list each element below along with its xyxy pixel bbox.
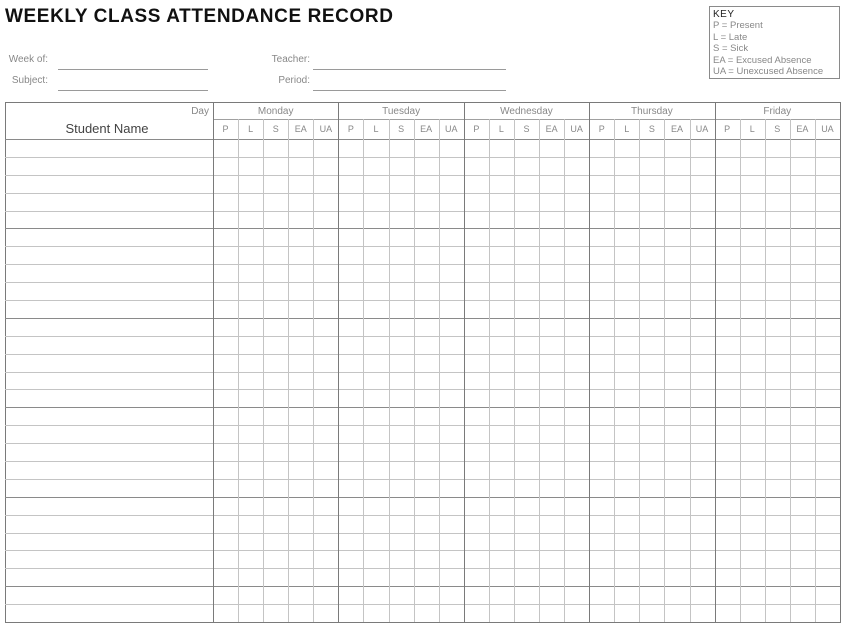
period-label: Period:: [278, 75, 310, 86]
student-name-header: Student Name: [65, 121, 149, 136]
code-header-s: S: [648, 124, 655, 134]
attendance-key: [709, 6, 840, 79]
key-item-unexcused-absence: UA = Unexcused Absence: [713, 66, 824, 78]
code-header-ua: UA: [695, 124, 709, 134]
code-header-l: L: [624, 124, 630, 134]
teacher-label: Teacher:: [271, 54, 310, 65]
code-header-ea: EA: [670, 124, 683, 134]
key-item-late: L = Late: [713, 31, 748, 43]
code-header-s: S: [774, 124, 781, 134]
code-header-ua: UA: [445, 124, 458, 134]
code-header-p: P: [598, 124, 605, 134]
code-header-ea: EA: [420, 124, 433, 134]
code-header-ea: EA: [294, 124, 307, 134]
code-header-ua: UA: [319, 124, 333, 134]
day-header-monday: Monday: [257, 106, 294, 117]
code-header-l: L: [248, 124, 254, 134]
week-of-field[interactable]: [58, 69, 208, 70]
day-header-tuesday: Tuesday: [382, 106, 421, 117]
code-header-l: L: [749, 124, 755, 134]
period-field[interactable]: [313, 90, 506, 91]
key-item-present: P = Present: [713, 20, 763, 32]
code-header-s: S: [272, 124, 279, 134]
code-header-ua: UA: [570, 124, 583, 134]
code-header-ea: EA: [545, 124, 558, 134]
subject-field[interactable]: [58, 90, 208, 91]
attendance-grid: [5, 102, 841, 623]
code-header-l: L: [498, 124, 504, 134]
day-header-thursday: Thursday: [631, 106, 673, 117]
teacher-field[interactable]: [313, 69, 506, 70]
code-header-s: S: [398, 124, 405, 134]
code-header-p: P: [724, 124, 731, 134]
page-title: WEEKLY CLASS ATTENDANCE RECORD: [5, 6, 394, 27]
code-header-p: P: [347, 124, 354, 134]
key-item-excused-absence: EA = Excused Absence: [713, 54, 812, 66]
day-header-wednesday: Wednesday: [500, 106, 553, 117]
code-header-p: P: [473, 124, 480, 134]
subject-label: Subject:: [11, 75, 48, 86]
code-header-ea: EA: [796, 124, 809, 134]
key-title: KEY: [713, 9, 735, 20]
code-header-ua: UA: [821, 124, 834, 134]
code-header-l: L: [373, 124, 379, 134]
week-of-label: Week of:: [8, 54, 48, 65]
day-header-label: Day: [191, 106, 209, 117]
code-header-p: P: [222, 124, 229, 134]
code-header-s: S: [523, 124, 530, 134]
day-header-friday: Friday: [763, 106, 792, 117]
key-item-sick: S = Sick: [713, 43, 749, 55]
